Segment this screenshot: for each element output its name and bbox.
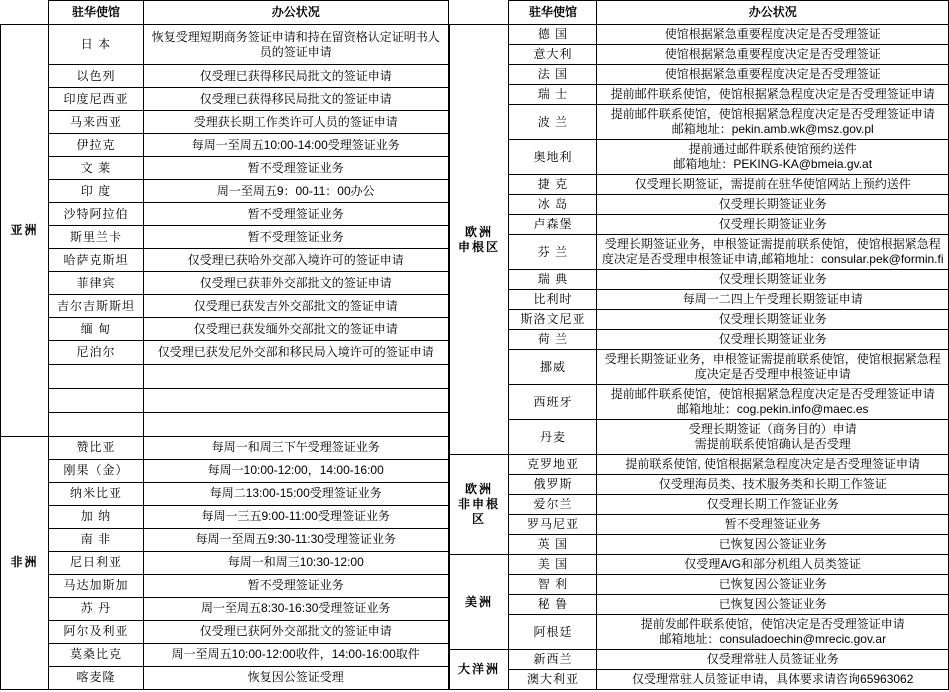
table-row (1, 482, 449, 505)
embassy-name: 赞比亚 (48, 436, 143, 459)
embassy-name: 西班牙 (509, 385, 597, 420)
table-row (1, 65, 449, 88)
table-row (449, 420, 948, 455)
region-label: 美洲 (449, 555, 509, 650)
embassy-name: 意大利 (509, 45, 597, 65)
status-text: 使馆根据紧急重要程度决定是否受理签证 (597, 25, 949, 45)
embassy-name: 伊拉克 (48, 134, 143, 157)
embassy-name: 克罗地亚 (509, 455, 597, 475)
region-label: 非洲 (1, 436, 49, 690)
table-row (1, 412, 449, 436)
status-text: 周一至周五8:30-16:30受理签证业务 (143, 597, 448, 620)
status-text: 提前发邮件联系使馆，使馆决定是否受理签证申请 邮箱地址：consuladoechin@mrecic.gov.ar (597, 615, 949, 650)
status-text: 仅受理长期签证业务 (597, 330, 949, 350)
status-text: 每周一和周三下午受理签证业务 (143, 436, 448, 459)
status-text: 暂不受理签证业务 (597, 515, 949, 535)
table-row (1, 505, 449, 528)
table-row (449, 140, 948, 175)
embassy-name: 瑞 士 (509, 85, 597, 105)
header-corner-cell (449, 1, 509, 25)
table-row (1, 272, 449, 295)
status-text: 每周一三五9:00-11:00受理签证业务 (143, 505, 448, 528)
table-row (449, 575, 948, 595)
status-text: 恢复因公签证受理 (143, 666, 448, 689)
status-text: 受理长期签证（商务目的）申请 需提前联系使馆确认是否受理 (597, 420, 949, 455)
embassy-name: 日 本 (48, 25, 143, 65)
empty-cell (143, 364, 448, 388)
embassy-name: 阿尔及利亚 (48, 620, 143, 643)
header-embassy: 驻华使馆 (509, 1, 597, 25)
embassy-name: 南 非 (48, 528, 143, 551)
header-row (449, 1, 948, 25)
embassy-name: 斯洛文尼亚 (509, 310, 597, 330)
embassy-name: 英 国 (509, 535, 597, 555)
status-text: 暂不受理签证业务 (143, 226, 448, 249)
table-row (449, 455, 948, 475)
status-text: 仅受理长期签证业务 (597, 215, 949, 235)
embassy-name: 菲律宾 (48, 272, 143, 295)
table-row (449, 175, 948, 195)
embassy-name: 马来西亚 (48, 111, 143, 134)
status-text: 受理获长期工作类许可人员的签证申请 (143, 111, 448, 134)
table-row (449, 515, 948, 535)
table-row (449, 350, 948, 385)
region-label: 亚洲 (1, 25, 49, 437)
embassy-name: 秘 鲁 (509, 595, 597, 615)
table-row (449, 535, 948, 555)
embassy-name: 俄罗斯 (509, 475, 597, 495)
header-embassy: 驻华使馆 (48, 1, 143, 25)
embassy-name: 印 度 (48, 180, 143, 203)
status-text: 周一至周五10:00-12:00收件，14:00-16:00取件 (143, 643, 448, 666)
table-row (449, 85, 948, 105)
table-row (1, 111, 449, 134)
table-row (449, 615, 948, 650)
table-row (1, 388, 449, 412)
empty-cell (143, 412, 448, 436)
embassy-name: 瑞 典 (509, 270, 597, 290)
status-text: 每周一至周五9:30-11:30受理签证业务 (143, 528, 448, 551)
table-row (1, 666, 449, 689)
status-text: 提前联系使馆, 使馆根据紧急程度决定是否受理签证申请 (597, 455, 949, 475)
status-text: 提前邮件联系使馆，使馆根据紧急程度决定是否受理签证申请 邮箱地址：pekin.amb.wk@msz.gov.pl (597, 105, 949, 140)
region-label: 欧洲 申根区 (449, 25, 509, 455)
region-label: 欧洲 非申根区 (449, 455, 509, 555)
table-row (1, 88, 449, 111)
embassy-name: 奥地利 (509, 140, 597, 175)
embassy-name: 美 国 (509, 555, 597, 575)
status-text: 暂不受理签证业务 (143, 203, 448, 226)
status-text: 暂不受理签证业务 (143, 574, 448, 597)
status-text: 恢复受理短期商务签证申请和持在留资格认定证明书人员的签证申请 (143, 25, 448, 65)
table-row (1, 574, 449, 597)
embassy-name: 纳米比亚 (48, 482, 143, 505)
embassy-name: 冰 岛 (509, 195, 597, 215)
table-row (449, 670, 948, 690)
status-text: 仅受理已获发缅外交部批文的签证申请 (143, 318, 448, 341)
table-row (449, 385, 948, 420)
table-row (449, 215, 948, 235)
status-text: 仅受理已获发尼外交部和移民局入境许可的签证申请 (143, 341, 448, 364)
status-text: 受理长期签证业务，申根签证需提前联系使馆，使馆根据紧急程度决定是否受理申根签证申请 (597, 350, 949, 385)
status-text: 使馆根据紧急重要程度决定是否受理签证 (597, 45, 949, 65)
status-text: 已恢复因公签证业务 (597, 595, 949, 615)
table-row (449, 195, 948, 215)
embassy-name: 尼日利亚 (48, 551, 143, 574)
table-row (1, 226, 449, 249)
embassy-name: 新西兰 (509, 650, 597, 670)
embassy-name: 以色列 (48, 65, 143, 88)
embassy-name: 丹麦 (509, 420, 597, 455)
embassy-name: 沙特阿拉伯 (48, 203, 143, 226)
status-text: 每周一10:00-12:00，14:00-16:00 (143, 459, 448, 482)
status-text: 仅受理长期签证业务 (597, 270, 949, 290)
status-text: 仅受理长期工作签证业务 (597, 495, 949, 515)
table-row (1, 528, 449, 551)
embassy-name: 智 利 (509, 575, 597, 595)
status-text: 仅受理已获哈外交部入境许可的签证申请 (143, 249, 448, 272)
embassy-name: 罗马尼亚 (509, 515, 597, 535)
table-row (1, 134, 449, 157)
status-text: 受理长期签证业务，申根签证需提前联系使馆，使馆根据紧急程度决定是否受理申根签证申请,邮箱地址：consular.pek@formin.fi (597, 235, 949, 270)
table-row (1, 364, 449, 388)
table-row (1, 318, 449, 341)
status-text: 仅受理已获阿外交部批文的签证申请 (143, 620, 448, 643)
header-corner-cell (1, 1, 49, 25)
status-text: 仅受理常驻人员签证申请，具体要求请咨询65963062 (597, 670, 949, 690)
table-row (449, 555, 948, 575)
embassy-name: 卢森堡 (509, 215, 597, 235)
table-row (1, 249, 449, 272)
empty-cell (48, 388, 143, 412)
status-text: 仅受理常驻人员签证业务 (597, 650, 949, 670)
status-text: 仅受理已获菲外交部批文的签证申请 (143, 272, 448, 295)
status-text: 提前通过邮件联系使馆预约送件 邮箱地址：PEKING-KA@bmeia.gv.at (597, 140, 949, 175)
embassy-name: 尼泊尔 (48, 341, 143, 364)
status-text: 每周一至周五10:00-14:00受理签证业务 (143, 134, 448, 157)
embassy-name: 德 国 (509, 25, 597, 45)
status-text: 已恢复因公签证业务 (597, 535, 949, 555)
table-row (449, 45, 948, 65)
embassy-name: 印度尼西亚 (48, 88, 143, 111)
status-text: 使馆根据紧急重要程度决定是否受理签证 (597, 65, 949, 85)
empty-cell (48, 364, 143, 388)
embassy-name: 苏 丹 (48, 597, 143, 620)
status-text: 仅受理已获得移民局批文的签证申请 (143, 88, 448, 111)
header-status: 办公状况 (143, 1, 448, 25)
right-table (449, 0, 949, 690)
status-text: 每周一二四上午受理长期签证申请 (597, 290, 949, 310)
table-row (1, 341, 449, 364)
status-text: 每周一和周三10:30-12:00 (143, 551, 448, 574)
table-row (1, 295, 449, 318)
table-row (449, 65, 948, 85)
empty-cell (48, 412, 143, 436)
region-label: 大洋洲 (449, 650, 509, 690)
status-text: 仅受理长期签证业务 (597, 310, 949, 330)
status-text: 仅受理已获发吉外交部批文的签证申请 (143, 295, 448, 318)
status-text: 仅受理长期签证业务 (597, 195, 949, 215)
embassy-name: 哈萨克斯坦 (48, 249, 143, 272)
status-text: 提前邮件联系使馆，使馆根据紧急程度决定是否受理签证申请 (597, 85, 949, 105)
embassy-name: 马达加斯加 (48, 574, 143, 597)
empty-cell (143, 388, 448, 412)
embassy-name: 斯里兰卡 (48, 226, 143, 249)
embassy-name: 刚果（金） (48, 459, 143, 482)
embassy-name: 芬 兰 (509, 235, 597, 270)
status-text: 暂不受理签证业务 (143, 157, 448, 180)
embassy-name: 文 莱 (48, 157, 143, 180)
table-row (449, 235, 948, 270)
table-row (1, 157, 449, 180)
embassy-name: 比利时 (509, 290, 597, 310)
status-text: 仅受理长期签证，需提前在驻华使馆网站上预约送件 (597, 175, 949, 195)
table-row (449, 290, 948, 310)
embassy-name: 法 国 (509, 65, 597, 85)
table-row (1, 551, 449, 574)
embassy-name: 吉尔吉斯斯坦 (48, 295, 143, 318)
table-row (449, 475, 948, 495)
embassy-name: 缅 甸 (48, 318, 143, 341)
table-row (1, 459, 449, 482)
header-row (1, 1, 449, 25)
status-text: 每周二13:00-15:00受理签证业务 (143, 482, 448, 505)
embassy-name: 荷 兰 (509, 330, 597, 350)
header-status: 办公状况 (597, 1, 949, 25)
embassy-name: 挪威 (509, 350, 597, 385)
table-row (449, 330, 948, 350)
embassy-name: 捷 克 (509, 175, 597, 195)
table-row (449, 595, 948, 615)
table-row (449, 105, 948, 140)
table-row (1, 643, 449, 666)
status-text: 仅受理已获得移民局批文的签证申请 (143, 65, 448, 88)
table-row (1, 597, 449, 620)
status-text: 已恢复因公签证业务 (597, 575, 949, 595)
status-text: 提前邮件联系使馆，使馆根据紧急程度决定是否受理签证申请 邮箱地址：cog.pekin.info@maec.es (597, 385, 949, 420)
embassy-name: 爱尔兰 (509, 495, 597, 515)
status-text: 仅受理海员类、技术服务类和长期工作签证 (597, 475, 949, 495)
table-row (449, 310, 948, 330)
table-row (449, 495, 948, 515)
table-row (1, 180, 449, 203)
left-table (0, 0, 449, 690)
table-row (449, 650, 948, 670)
table-row (1, 203, 449, 226)
status-text: 周一至周五9：00-11：00办公 (143, 180, 448, 203)
embassy-name: 莫桑比克 (48, 643, 143, 666)
table-row (1, 25, 449, 65)
table-row (449, 25, 948, 45)
embassy-name: 喀麦隆 (48, 666, 143, 689)
embassy-name: 波 兰 (509, 105, 597, 140)
table-row (1, 620, 449, 643)
embassy-name: 阿根廷 (509, 615, 597, 650)
embassy-name: 加 纳 (48, 505, 143, 528)
embassy-name: 澳大利亚 (509, 670, 597, 690)
table-row (449, 270, 948, 290)
table-row (1, 436, 449, 459)
status-text: 仅受理A/G和部分机组人员类签证 (597, 555, 949, 575)
